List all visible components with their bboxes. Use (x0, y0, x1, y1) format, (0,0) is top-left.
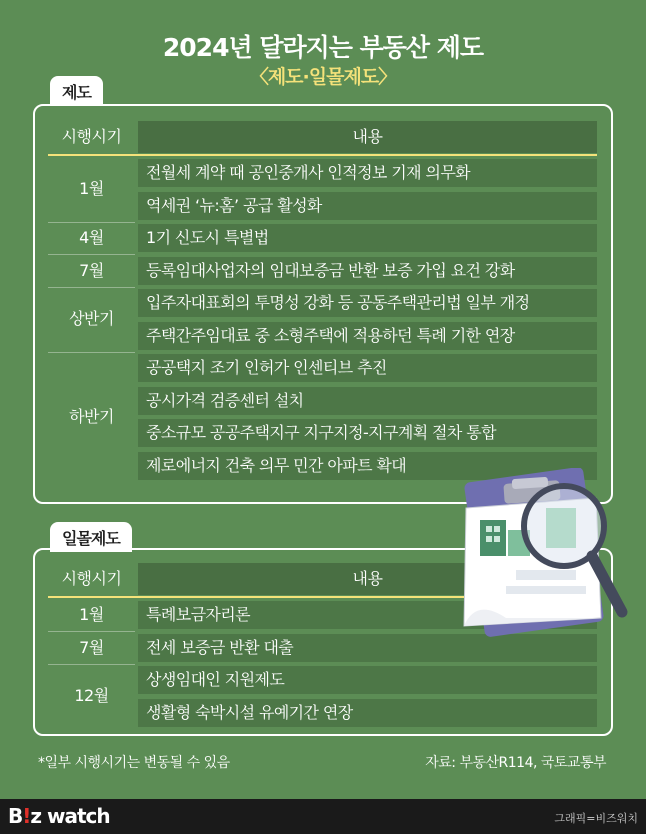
policy-header-period: 시행시기 (61, 127, 122, 146)
row-period: 7월 (79, 260, 104, 280)
row-period: 1월 (79, 179, 104, 198)
row-content: 전월세 계약 때 공인중개사 인적정보 기재 의무화 (146, 163, 471, 182)
row-content: 입주자대표회의 투명성 강화 등 공동주택관리법 일부 개정 (146, 293, 530, 312)
section-tab-sunset: 일몰제도 (50, 522, 132, 552)
document-magnifier-icon (446, 468, 636, 638)
group-divider (48, 254, 135, 255)
row-period: 7월 (79, 637, 104, 657)
row-content: 중소규모 공공주택지구 지구지정-지구계획 절차 통합 (146, 423, 496, 442)
section-tab-policy: 제도 (50, 76, 103, 106)
sunset-header-period: 시행시기 (61, 569, 122, 588)
row-period: 4월 (79, 228, 104, 247)
group-divider (48, 287, 135, 288)
page-subtitle: 〈제도·일몰제도〉 (249, 66, 397, 88)
group-divider (48, 222, 135, 223)
row-period: 하반기 (69, 407, 114, 426)
page-title: 2024년 달라지는 부동산 제도 (162, 33, 484, 62)
policy-header-content: 내용 (138, 121, 597, 153)
row-content: 제로에너지 건축 의무 민간 아파트 확대 (146, 455, 407, 475)
group-divider (48, 664, 135, 665)
graphic-credit: 그래픽=비즈워치 (554, 812, 638, 825)
row-period: 12월 (74, 686, 109, 705)
row-content: 역세권 ‘뉴:홈’ 공급 활성화 (146, 195, 322, 215)
sunset-header-content: 내용 (138, 563, 597, 595)
row-content: 특례보금자리론 (146, 605, 250, 624)
row-content: 생활형 숙박시설 유예기간 연장 (146, 702, 353, 722)
policy-header-underline (48, 154, 597, 156)
footnote: *일부 시행시기는 변동될 수 있음 (38, 755, 230, 771)
row-content: 공공택지 조기 인허가 인센티브 추진 (146, 358, 387, 377)
row-content: 공시가격 검증센터 설치 (146, 390, 304, 410)
row-content: 1기 신도시 특별법 (146, 228, 269, 247)
source: 자료: 부동산R114, 국토교통부 (425, 755, 606, 771)
row-period: 1월 (79, 605, 104, 624)
row-content: 상생임대인 지원제도 (146, 670, 285, 689)
group-divider (48, 352, 135, 353)
row-period: 상반기 (69, 309, 114, 328)
bizwatch-logo: B!z watch (8, 804, 110, 828)
row-content: 등록임대사업자의 임대보증금 반환 보증 가입 요건 강화 (146, 260, 515, 280)
row-content: 주택간주임대료 중 소형주택에 적용하던 특례 기한 연장 (146, 325, 515, 345)
group-divider (48, 631, 135, 632)
row-content: 전세 보증금 반환 대출 (146, 637, 294, 657)
footer-bar (0, 799, 646, 834)
